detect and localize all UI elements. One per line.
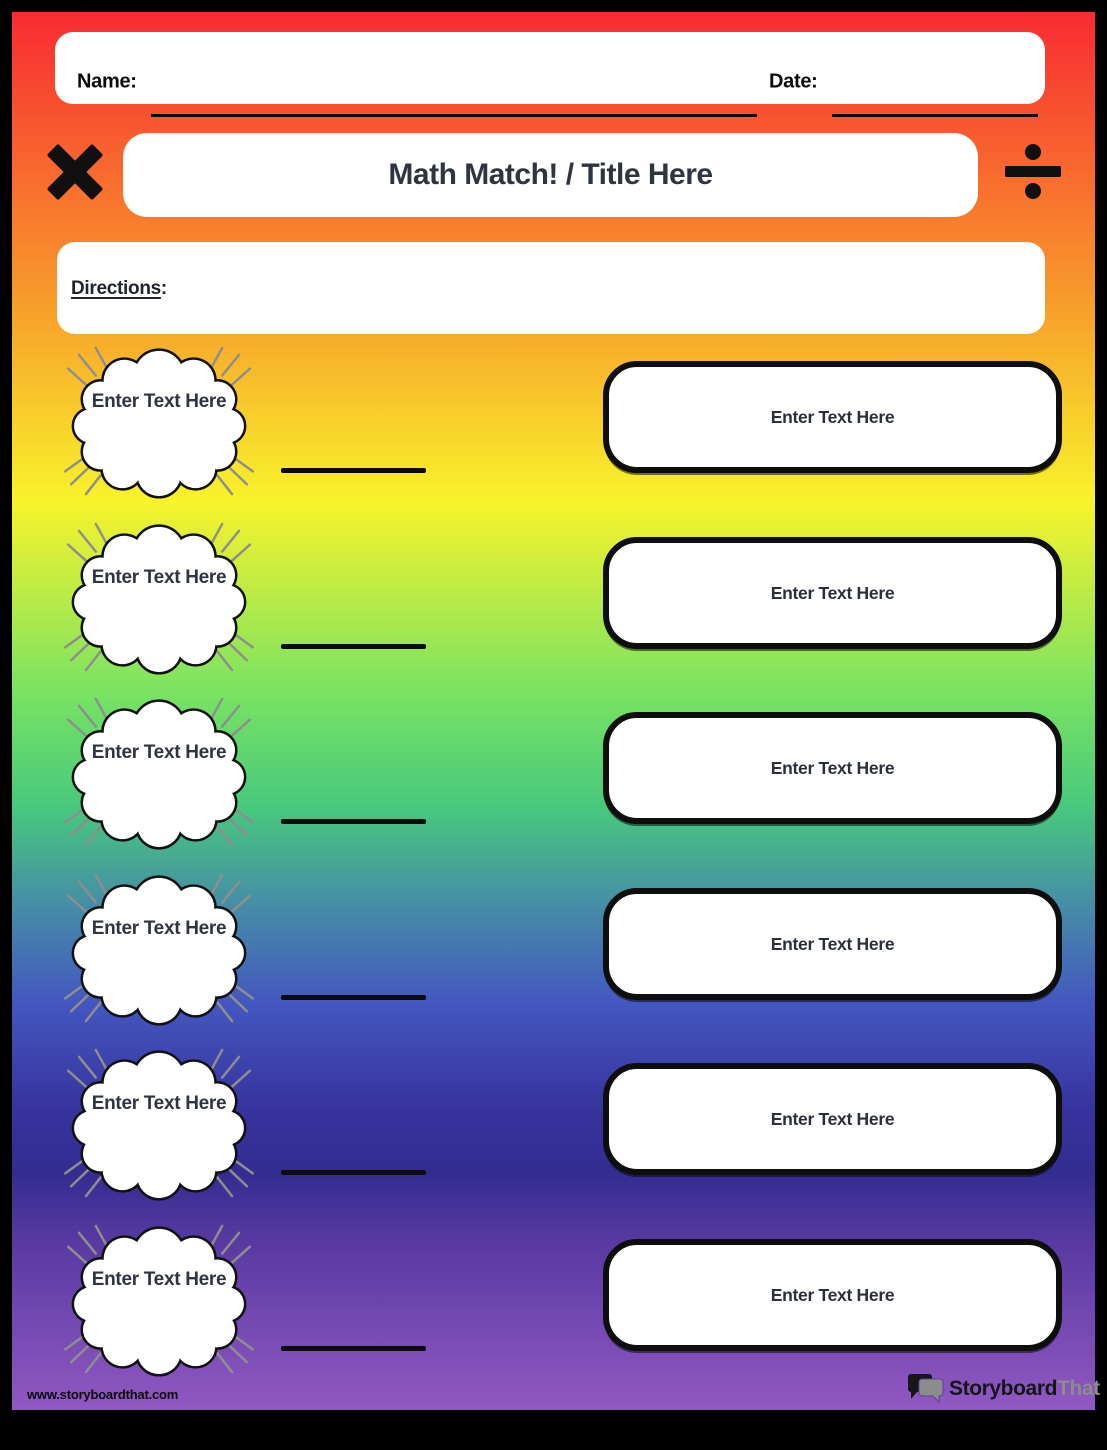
name-date-bar [55, 32, 1045, 104]
cloud-burst-shape [60, 694, 258, 852]
name-blank-line[interactable] [151, 114, 757, 117]
cloud-burst-shape [60, 1221, 258, 1379]
match-box[interactable] [603, 1239, 1062, 1351]
match-row [12, 1221, 1095, 1381]
match-box-text[interactable]: Enter Text Here [770, 757, 895, 778]
match-box-text[interactable]: Enter Text Here [770, 933, 895, 954]
cloud-text[interactable]: Enter Text Here [91, 1269, 227, 1290]
answer-line[interactable] [281, 1346, 426, 1351]
cloud-burst[interactable] [60, 519, 258, 677]
match-row [12, 343, 1095, 503]
match-row [12, 519, 1095, 679]
date-label: Date: [769, 70, 818, 93]
answer-line[interactable] [281, 995, 426, 1000]
cloud-burst[interactable] [60, 1045, 258, 1203]
match-box-text[interactable]: Enter Text Here [770, 582, 895, 603]
cloud-burst[interactable] [60, 343, 258, 501]
speech-bubbles-icon [908, 1373, 944, 1405]
match-box-text[interactable]: Enter Text Here [770, 1108, 895, 1129]
cloud-burst-shape [60, 343, 258, 501]
match-box[interactable] [603, 537, 1062, 649]
title-box[interactable] [123, 133, 978, 217]
answer-line[interactable] [281, 819, 426, 824]
cloud-burst[interactable] [60, 1221, 258, 1379]
directions-box[interactable] [57, 242, 1045, 334]
match-box-text[interactable]: Enter Text Here [770, 406, 895, 427]
multiplication-icon [46, 143, 104, 201]
worksheet-title[interactable]: Math Match! / Title Here [388, 158, 713, 191]
cloud-burst-shape [60, 870, 258, 1028]
match-box[interactable] [603, 361, 1062, 473]
rainbow-background [12, 12, 1100, 1410]
footer-url: www.storyboardthat.com [27, 1387, 179, 1402]
cloud-text[interactable]: Enter Text Here [91, 391, 227, 412]
cloud-burst[interactable] [60, 694, 258, 852]
match-box-text[interactable]: Enter Text Here [770, 1284, 895, 1305]
brand-text: StoryboardThat [949, 1377, 1100, 1400]
date-blank-line[interactable] [832, 114, 1038, 117]
match-box[interactable] [603, 712, 1062, 824]
answer-line[interactable] [281, 1170, 426, 1175]
cloud-text[interactable]: Enter Text Here [91, 918, 227, 939]
directions-label: Directions: [71, 278, 167, 299]
match-box[interactable] [603, 888, 1062, 1000]
division-icon [1004, 143, 1062, 201]
match-box[interactable] [603, 1063, 1062, 1175]
cloud-burst-shape [60, 519, 258, 677]
cloud-text[interactable]: Enter Text Here [91, 1093, 227, 1114]
cloud-burst[interactable] [60, 870, 258, 1028]
cloud-text[interactable]: Enter Text Here [91, 742, 227, 763]
cloud-text[interactable]: Enter Text Here [91, 567, 227, 588]
name-label: Name: [77, 70, 137, 93]
match-row [12, 694, 1095, 854]
answer-line[interactable] [281, 468, 426, 473]
cloud-burst-shape [60, 1045, 258, 1203]
match-row [12, 1045, 1095, 1205]
match-row [12, 870, 1095, 1030]
answer-line[interactable] [281, 644, 426, 649]
storyboardthat-logo [908, 1372, 1100, 1406]
